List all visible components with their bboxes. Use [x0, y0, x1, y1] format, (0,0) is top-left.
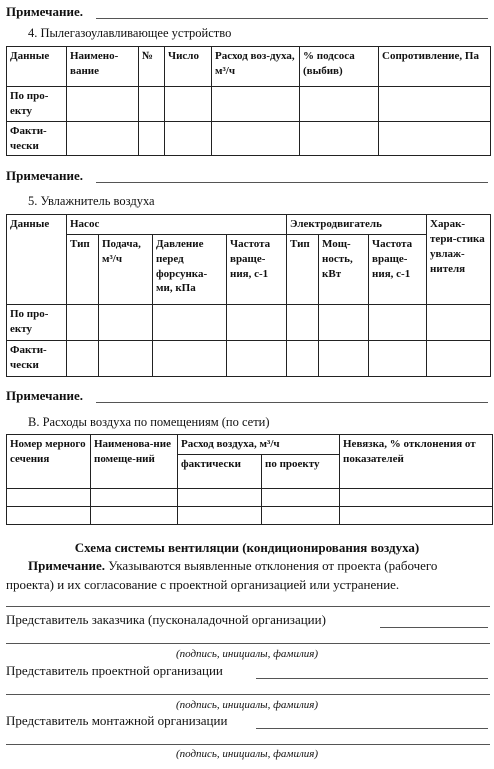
- header-name: Наимено-вание: [67, 47, 139, 87]
- section-5-title: 5. Увлажнитель воздуха: [28, 194, 155, 208]
- signature-design-hint: (подпись, инициалы, фамилия): [175, 699, 319, 711]
- header-motor-power: Мощ-ность, кВт: [319, 234, 369, 304]
- section-b-title: В. Расходы воздуха по помещениям (по сети): [28, 415, 270, 429]
- header-air-flow: Расход воздуха, м³/ч: [178, 435, 340, 455]
- header-data: Данные: [7, 47, 67, 87]
- note-line-5: [96, 402, 488, 403]
- header-air-flow: Расход воз-духа, м³/ч: [212, 47, 300, 87]
- table-row: [7, 304, 491, 340]
- signature-design-line: [256, 678, 488, 679]
- table-row: [7, 87, 491, 122]
- table-row: [7, 121, 491, 156]
- signature-customer-line-2: [6, 643, 490, 644]
- signature-installer-hint: (подпись, инициалы, фамилия): [175, 748, 319, 760]
- header-motor: Электродвигатель: [287, 215, 427, 235]
- table-row: [7, 488, 493, 506]
- signature-installer-label: Представитель монтажной организации: [6, 713, 228, 728]
- header-data: Данные: [7, 215, 67, 305]
- header-room-name: Наименова-ние помеще-ний: [91, 435, 178, 489]
- header-count: Число: [165, 47, 212, 87]
- signature-customer-hint: (подпись, инициалы, фамилия): [175, 648, 319, 660]
- header-resistance: Сопротивление, Па: [379, 47, 491, 87]
- final-note-label: Примечание.: [28, 558, 105, 573]
- header-pump-pressure: Давление перед форсунка-ми, кПа: [153, 234, 227, 304]
- note-label-top: Примечание.: [6, 4, 83, 19]
- header-project: по проекту: [262, 454, 340, 488]
- section-4-title: 4. Пылегазоулавливающее устройство: [28, 26, 232, 40]
- note-line-top: [96, 18, 488, 19]
- note-label-5: Примечание.: [6, 388, 83, 403]
- row-label-project: По про-екту: [7, 304, 67, 340]
- header-motor-speed: Частота враще-ния, с-1: [369, 234, 427, 304]
- table-row: [7, 340, 491, 376]
- note-line-final: [6, 606, 490, 607]
- table-dust-device: [6, 46, 491, 156]
- final-note: [6, 557, 486, 595]
- table-room-air-flow: [6, 434, 493, 525]
- header-pump: Насос: [67, 215, 287, 235]
- signature-customer-line: [380, 627, 488, 628]
- signature-design-label: Представитель проектной организации: [6, 663, 223, 678]
- row-label-actual: Факти-чески: [7, 121, 67, 156]
- header-pump-type: Тип: [67, 234, 99, 304]
- signature-customer-label: Представитель заказчика (пусконаладочной организации): [6, 612, 326, 627]
- header-pump-speed: Частота враще-ния, с-1: [227, 234, 287, 304]
- row-label-project: По про-екту: [7, 87, 67, 122]
- header-pump-flow: Подача, м³/ч: [99, 234, 153, 304]
- header-discrepancy: Невязка, % отклонения от показателей: [340, 435, 493, 489]
- final-note-text: Указываются выявленные отклонения от проекта (рабочего проекта) и их согласование с проектной организацией или устранение.: [6, 558, 438, 592]
- note-label-4: Примечание.: [6, 168, 83, 183]
- header-humidifier-characteristic: Харак-тери-стика увлаж-нителя: [427, 215, 491, 305]
- signature-design-line-2: [6, 694, 490, 695]
- header-number: №: [139, 47, 165, 87]
- scheme-title: Схема системы вентиляции (кондиционирования воздуха): [74, 540, 420, 555]
- header-motor-type: Тип: [287, 234, 319, 304]
- table-row: [7, 506, 493, 524]
- header-suction: % подсоса (выбив): [300, 47, 379, 87]
- signature-installer-line: [256, 728, 488, 729]
- header-actual: фактически: [178, 454, 262, 488]
- table-humidifier: [6, 214, 491, 377]
- signature-installer-line-2: [6, 744, 490, 745]
- header-section-number: Номер мерного сечения: [7, 435, 91, 489]
- row-label-actual: Факти-чески: [7, 340, 67, 376]
- note-line-4: [96, 182, 488, 183]
